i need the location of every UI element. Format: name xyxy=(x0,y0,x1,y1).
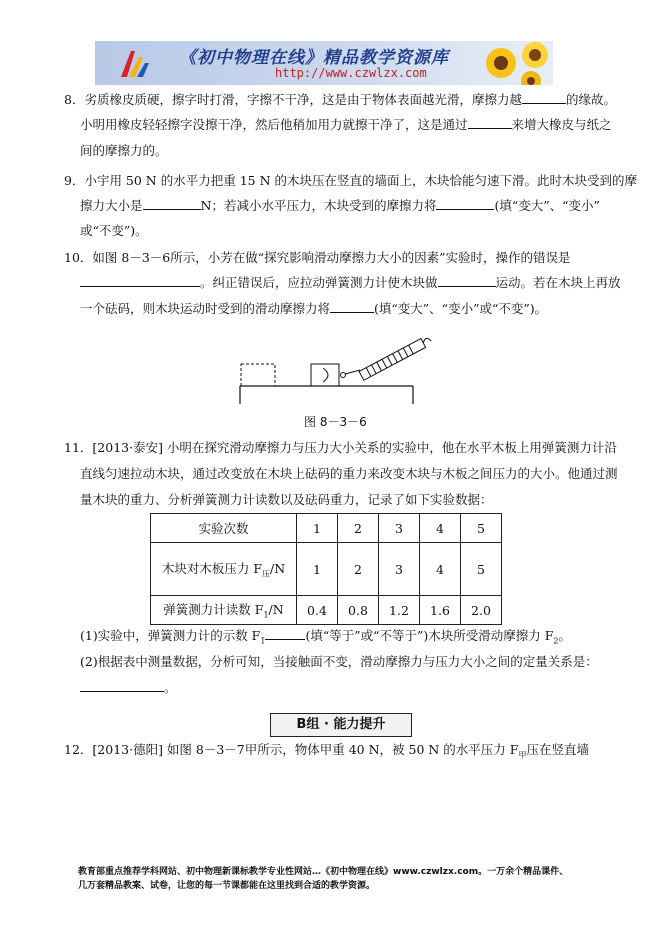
q8-blank1[interactable] xyxy=(522,89,566,104)
q11-blank2[interactable] xyxy=(80,677,164,692)
table-cell: 5 xyxy=(461,514,502,543)
q12-line1: 12．[2013·德阳] 如图 8－3－7甲所示，物体甲重 40 N，被 50 N 的水平压力 $F_甲$压在竖直墙 xyxy=(64,742,589,760)
q11-data-table xyxy=(150,513,502,625)
q11-blank1[interactable] xyxy=(265,625,305,640)
table-cell: 0.8 xyxy=(338,596,379,625)
q10-line3: 一个砝码，则木块运动时受到的滑动摩擦力将 (填“变大”、“变小”或“不变”)。 xyxy=(80,297,547,321)
banner-url[interactable]: http://www.czwlzx.com xyxy=(275,66,427,80)
header-banner xyxy=(95,41,553,85)
q8-line2: 小明用橡皮轻轻擦字没擦干净，然后他稍加用力就擦干净了，这是通过 来增大橡皮与纸之 xyxy=(80,113,612,137)
q11-sub2: (2)根据表中测量数据，分析可知，当接触面不变，滑动摩擦力与压力大小之间的定量关系是： xyxy=(80,654,598,669)
site-logo-icon xyxy=(117,47,153,81)
table-cell: 2 xyxy=(338,543,379,596)
q8-line1: 8．劣质橡皮质硬，擦字时打滑，字擦不干净，这是由于物体表面越光滑，摩擦力越 的缘故。 xyxy=(64,88,616,112)
section-title: B组 · 能力提升 xyxy=(270,713,412,737)
table-cell: 1.2 xyxy=(379,596,420,625)
table-cell: 2.0 xyxy=(461,596,502,625)
q9-line2: 擦力大小是 N；若减小水平压力，木块受到的摩擦力将 (填“变大”、“变小” xyxy=(80,194,600,218)
table-cell: 1.6 xyxy=(420,596,461,625)
figure-caption: 图 8－3－6 xyxy=(304,415,367,429)
q11-line3: 量木块的重力、分析弹簧测力计读数以及砝码重力，记录了如下实验数据： xyxy=(80,492,493,507)
figure-8-3-6 xyxy=(235,328,435,408)
footer-line1: 教育部重点推荐学科网站、初中物理新课标教学专业性网站…《初中物理在线》www.czwlzx.com。一万余个精品课件、 xyxy=(78,867,569,877)
table-row xyxy=(151,543,502,596)
table-cell: 4 xyxy=(420,543,461,596)
q8-blank2[interactable] xyxy=(468,114,512,129)
table-cell: 3 xyxy=(379,543,420,596)
table-cell: 0.4 xyxy=(297,596,338,625)
table-cell: 3 xyxy=(379,514,420,543)
table-cell: 1 xyxy=(297,514,338,543)
table-row-label: 木块对木板压力 $F_压/N$ xyxy=(151,543,297,596)
table-cell: 2 xyxy=(338,514,379,543)
table-header-label: 实验次数 xyxy=(151,514,297,543)
q11-line2: 直线匀速拉动木块，通过改变放在木块上砝码的重力来改变木块与木板之间压力的大小。他通过测 xyxy=(80,466,618,481)
table-cell: 1 xyxy=(297,543,338,596)
q10-line2: 。纠正错误后，应拉动弹簧测力计使木块做 运动。若在木块上再放 xyxy=(80,271,621,295)
table-cell: 4 xyxy=(420,514,461,543)
banner-title: 《初中物理在线》精品教学资源库 xyxy=(179,48,449,68)
q10-blank3[interactable] xyxy=(330,298,374,313)
q9-blank2[interactable] xyxy=(436,195,494,210)
q9-line3: 或“不变”)。 xyxy=(80,223,148,238)
table-cell: 5 xyxy=(461,543,502,596)
sunflower-icon xyxy=(483,41,553,85)
q11-sub1: (1)实验中，弹簧测力计的示数 $F_1$ (填“等于”或“不等于”)木块所受滑动摩擦力 $F_2$。 xyxy=(80,624,571,654)
table-row xyxy=(151,514,502,543)
q10-blank2[interactable] xyxy=(438,272,496,287)
footer-line2: 几万套精品教案、试卷，让您的每一节课都能在这里找到合适的教学资源。 xyxy=(78,881,376,891)
q9-line1: 9．小宇用 50 N 的水平力把重 15 N 的木块压在竖直的墙面上，木块恰能匀速下滑。此时木块受到的摩 xyxy=(64,173,637,188)
q10-line1: 10．如图 8－3－6所示，小芳在做“探究影响滑动摩擦力大小的因素”实验时，操作的错误是 xyxy=(64,250,571,265)
table-row-label: 弹簧测力计读数 $F_1/N$ xyxy=(151,596,297,625)
table-row xyxy=(151,596,502,625)
q11-sub2-answer: 。 xyxy=(80,676,177,700)
q8-line3: 间的摩擦力的。 xyxy=(80,143,168,158)
q10-blank1[interactable] xyxy=(80,272,200,287)
q11-line1: 11．[2013·泰安] 小明在探究滑动摩擦力与压力大小关系的实验中，他在水平木板上用弹簧测力计沿 xyxy=(64,440,617,455)
q9-blank1[interactable] xyxy=(143,195,201,210)
